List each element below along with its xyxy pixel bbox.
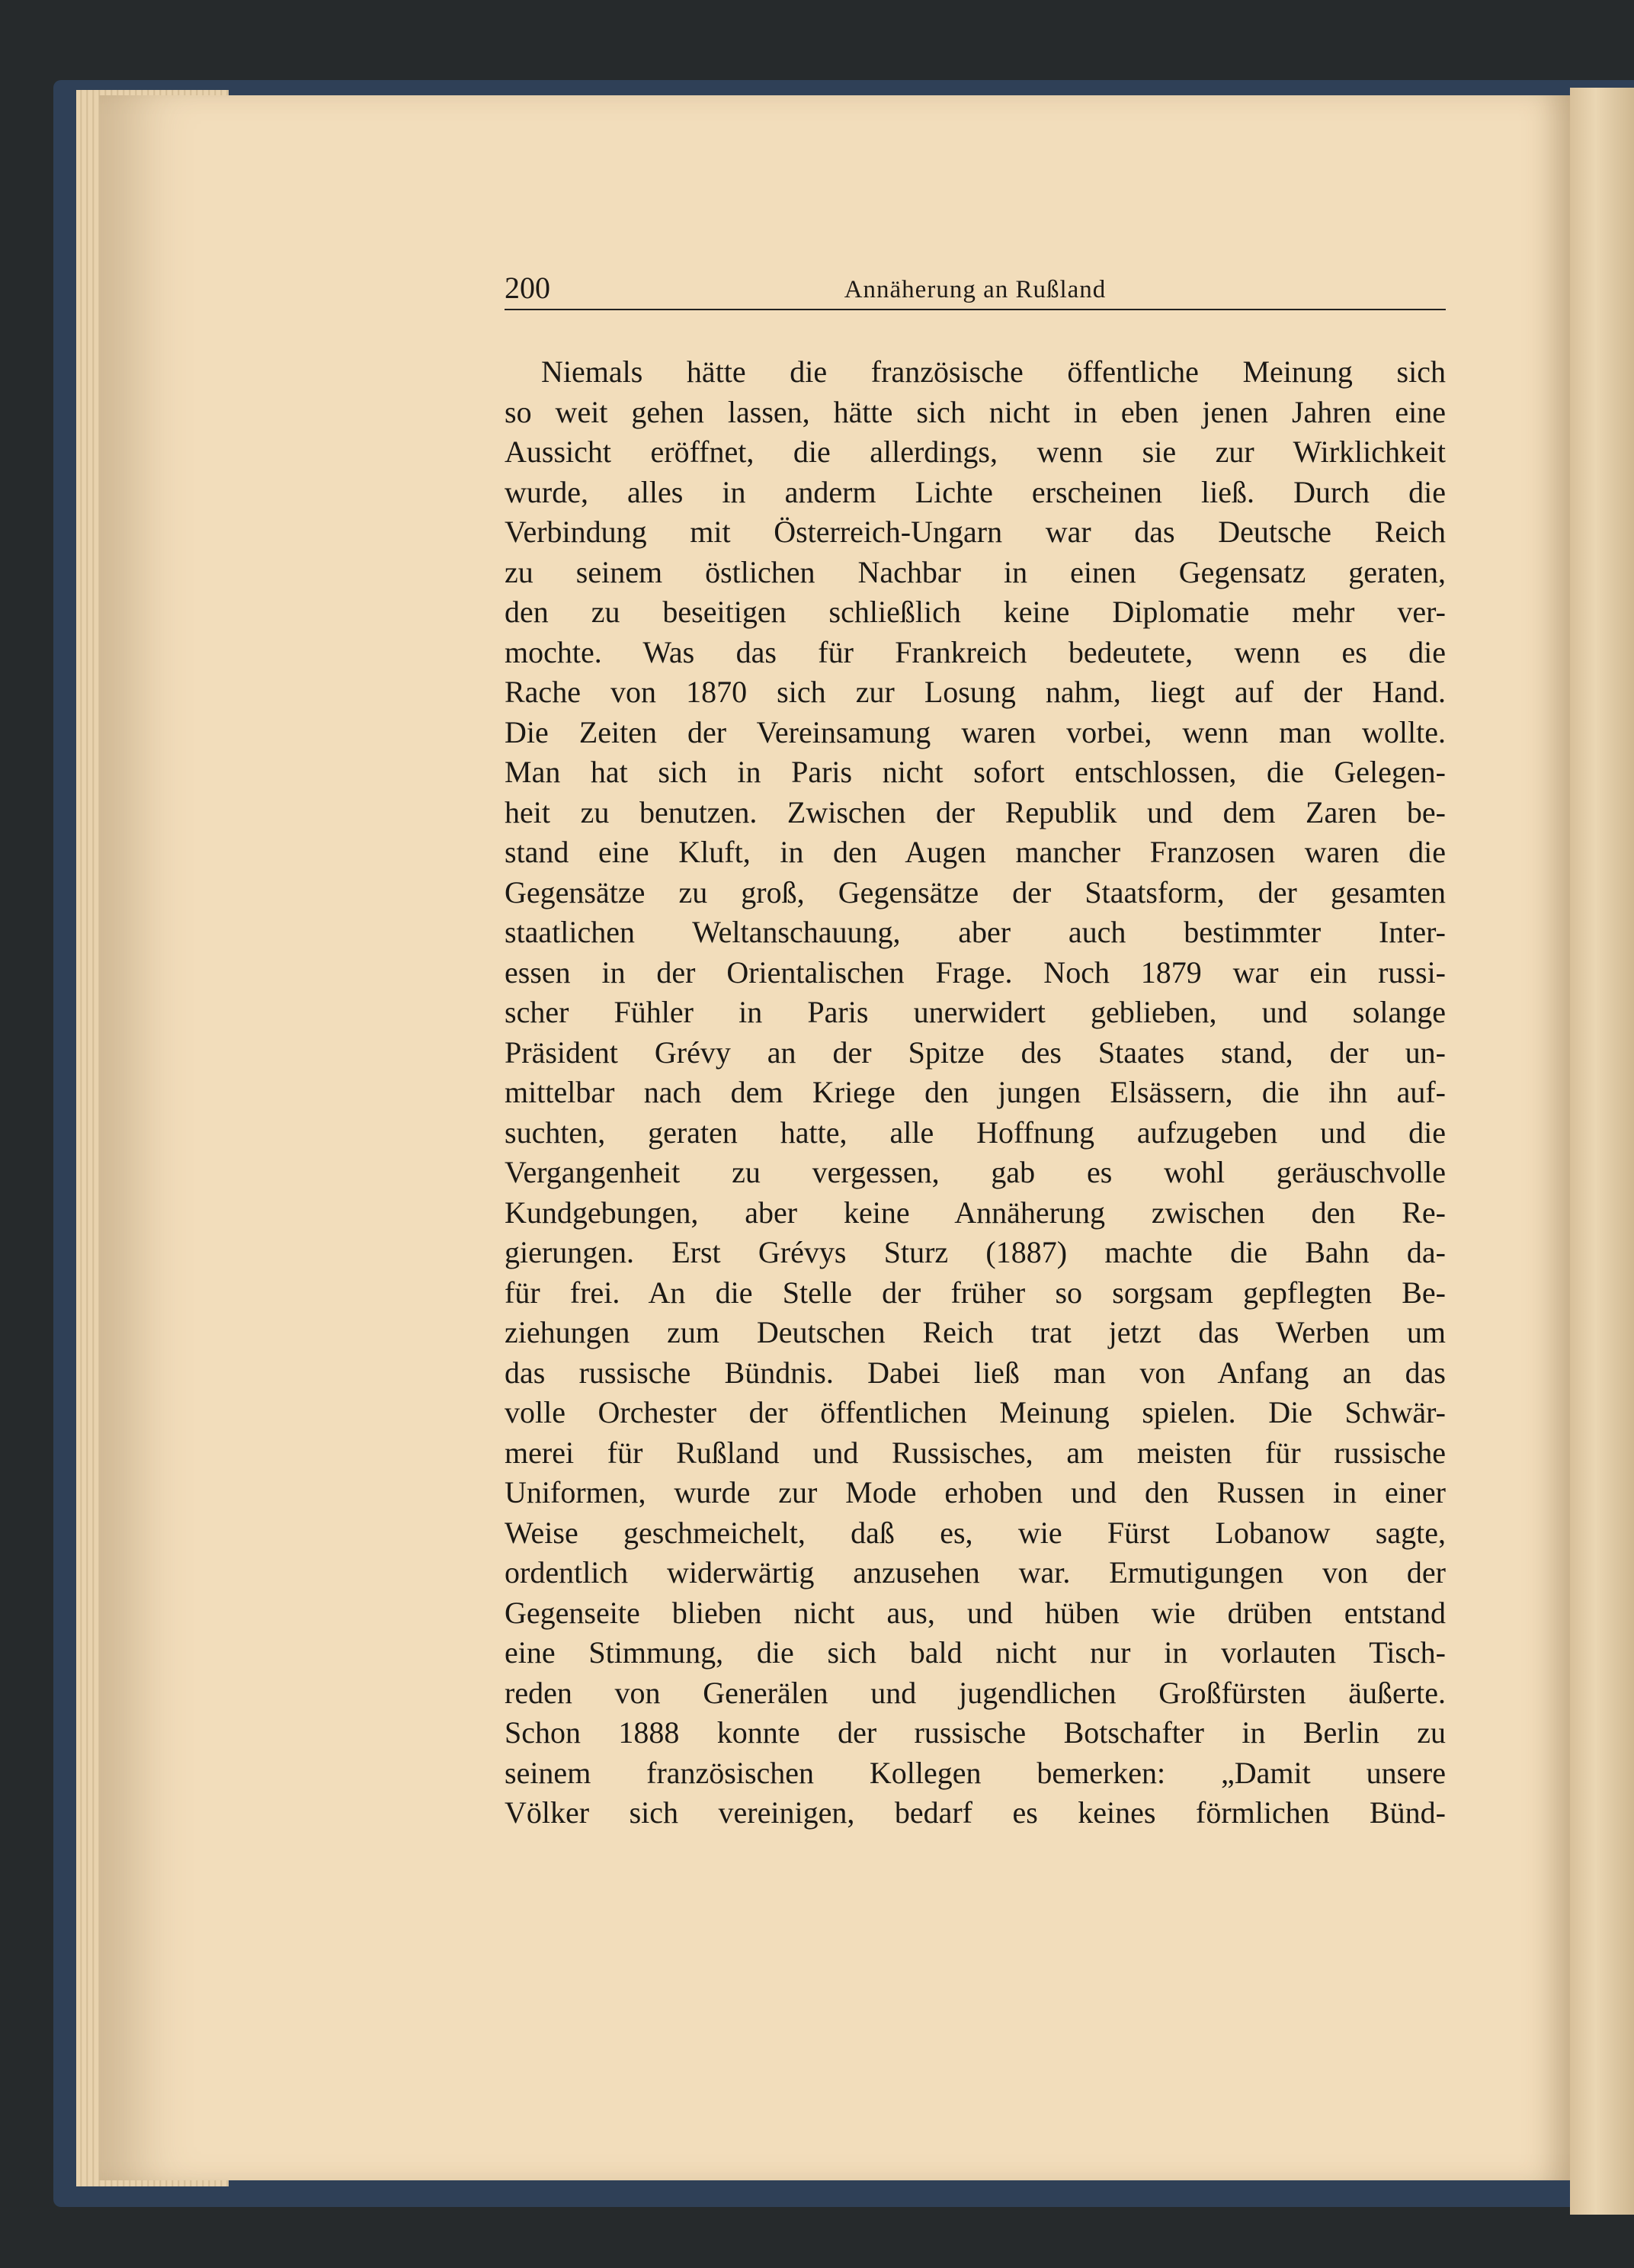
text-line: reden von Generälen und jugendlichen Großfürsten äußerte. <box>505 1675 1446 1710</box>
text-line: das russische Bündnis. Dabei ließ man von Anfang an das <box>505 1355 1446 1390</box>
text-line: so weit gehen lassen, hätte sich nicht in eben jenen Jahren eine <box>505 394 1446 429</box>
text-line: Schon 1888 konnte der russische Botschafter in Berlin zu <box>505 1715 1446 1750</box>
text-line: Niemals hätte die französische öffentliche Meinung sich <box>541 354 1446 389</box>
text-line: Weise geschmeichelt, daß es, wie Fürst Lobanow sagte, <box>505 1515 1446 1550</box>
text-line: staatlichen Weltanschauung, aber auch bestimmter Inter- <box>505 915 1446 949</box>
text-line: suchten, geraten hatte, alle Hoffnung aufzugeben und die <box>505 1115 1446 1150</box>
text-line: mochte. Was das für Frankreich bedeutete, wenn es die <box>505 634 1446 669</box>
text-line: volle Orchester der öffentlichen Meinung spielen. Die Schwär- <box>505 1395 1446 1429</box>
page-number: 200 <box>505 271 550 305</box>
text-line: eine Stimmung, die sich bald nicht nur in vorlauten Tisch- <box>505 1635 1446 1670</box>
text-line: Man hat sich in Paris nicht sofort entschlossen, die Gelegen- <box>505 755 1446 789</box>
text-line: Präsident Grévy an der Spitze des Staates stand, der un- <box>505 1035 1446 1070</box>
body-text <box>505 352 1446 1833</box>
text-line: Völker sich vereinigen, bedarf es keines förmlichen Bünd- <box>505 1795 1446 1830</box>
text-line: Verbindung mit Österreich-Ungarn war das Deutsche Reich <box>505 515 1446 549</box>
text-line: wurde, alles in anderm Lichte erscheinen ließ. Durch die <box>505 474 1446 509</box>
text-line: stand eine Kluft, in den Augen mancher Franzosen waren die <box>505 835 1446 869</box>
facing-page-edge <box>1570 88 1634 2215</box>
running-head: Annäherung an Rußland <box>844 276 1107 303</box>
text-line: merei für Rußland und Russisches, am meisten für russische <box>505 1435 1446 1470</box>
text-line: Vergangenheit zu vergessen, gab es wohl geräuschvolle <box>505 1155 1446 1189</box>
text-line: Gegenseite blieben nicht aus, und hüben wie drüben entstand <box>505 1595 1446 1630</box>
text-line: seinem französischen Kollegen bemerken: „Damit unsere <box>505 1755 1446 1790</box>
text-line: Gegensätze zu groß, Gegensätze der Staatsform, der gesamten <box>505 874 1446 909</box>
text-line: essen in der Orientalischen Frage. Noch 1879 war ein russi- <box>505 954 1446 990</box>
text-line: Uniformen, wurde zur Mode erhoben und den Russen in einer <box>505 1475 1446 1509</box>
text-line: Kundgebungen, aber keine Annäherung zwischen den Re- <box>505 1195 1446 1230</box>
text-line: für frei. An die Stelle der früher so sorgsam gepflegten Be- <box>505 1275 1446 1310</box>
text-line: zu seinem östlichen Nachbar in einen Gegensatz geraten, <box>505 554 1446 589</box>
text-line: ziehungen zum Deutschen Reich trat jetzt das Werben um <box>505 1315 1446 1349</box>
text-line: Die Zeiten der Vereinsamung waren vorbei, wenn man wollte. <box>505 714 1446 749</box>
text-line: heit zu benutzen. Zwischen der Republik und dem Zaren be- <box>505 794 1446 829</box>
text-line: gierungen. Erst Grévys Sturz (1887) machte die Bahn da- <box>505 1235 1446 1269</box>
text-line: den zu beseitigen schließlich keine Diplomatie mehr ver- <box>505 595 1446 629</box>
text-line: Aussicht eröffnet, die allerdings, wenn sie zur Wirklichkeit <box>505 435 1446 469</box>
text-line: scher Fühler in Paris unerwidert geblieben, und solange <box>505 995 1446 1029</box>
page-header <box>505 271 1446 310</box>
text-line: ordentlich widerwärtig anzusehen war. Ermutigungen von der <box>505 1555 1446 1590</box>
text-line: mittelbar nach dem Kriege den jungen Elsässern, die ihn auf- <box>505 1075 1446 1109</box>
text-line: Rache von 1870 sich zur Losung nahm, liegt auf der Hand. <box>505 675 1446 709</box>
